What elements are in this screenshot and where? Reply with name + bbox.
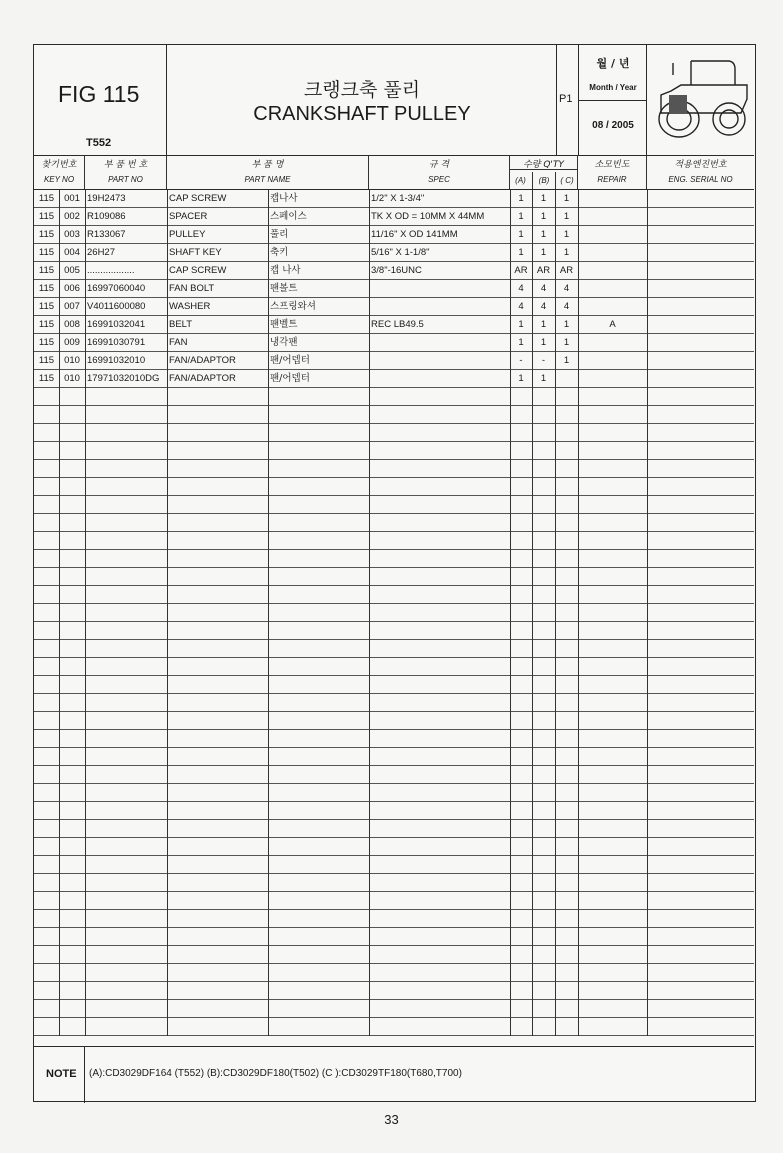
cell-spec: REC LB49.5 (371, 319, 424, 330)
cell-b: 1 (540, 211, 547, 222)
parts-sheet (33, 44, 756, 1102)
cell-key: 001 (64, 193, 80, 204)
cell-spec: 3/8"-16UNC (371, 265, 422, 276)
col-qty-label: 수량 Q'TY (510, 155, 577, 170)
cell-a: 1 (518, 373, 524, 384)
cell-repair (578, 190, 647, 208)
cell-part-no: 16997060040 (87, 283, 146, 294)
cell-a: 1 (518, 211, 524, 222)
empty-row (34, 694, 754, 712)
cell-spec: 1/2" X 1-3/4" (371, 193, 425, 204)
col-qty (510, 155, 578, 189)
col-serial-en: ENG. SERIAL NO (668, 175, 733, 184)
empty-row (34, 442, 754, 460)
empty-row (34, 604, 754, 622)
cell-fig: 115 (38, 193, 55, 204)
cell-a: AR (514, 265, 528, 276)
note-section (34, 1046, 754, 1103)
cell-repair (578, 262, 647, 280)
cell-name-en: FAN/ADAPTOR (169, 373, 236, 384)
cell-c: 4 (563, 283, 570, 294)
empty-row (34, 640, 754, 658)
date-label-korean: 월 / 년 (596, 57, 630, 70)
col-key-ko: 찾기번호 (41, 160, 77, 170)
col-repair-ko: 소모빈도 (594, 160, 630, 170)
grid-line (85, 190, 86, 1036)
table-row (34, 226, 754, 244)
cell-name-en: FAN (169, 337, 188, 348)
note-text: (A):CD3029DF164 (T552) (B):CD3029DF180(T502) (C ):CD3029TF180(T680,T700) (89, 1068, 462, 1079)
grid-line (510, 190, 511, 1036)
cell-part-no: V4011600080 (87, 301, 146, 312)
cell-name-en: WASHER (169, 301, 211, 312)
empty-row (34, 946, 754, 964)
cell-b: - (541, 355, 546, 366)
cell-name-ko: 팬벨트 (270, 319, 298, 330)
cell-c: 4 (563, 301, 570, 312)
empty-row (34, 406, 754, 424)
model-label: T552 (86, 137, 112, 149)
grid-line (59, 190, 60, 1036)
cell-repair (578, 208, 647, 226)
cell-name-ko: 축키 (270, 247, 289, 258)
col-key-en: KEY NO (43, 175, 75, 184)
grid-line (268, 190, 269, 1036)
table-row (34, 280, 754, 298)
cell-repair (578, 334, 647, 352)
grid-line (167, 190, 168, 1036)
cell-b: 1 (540, 193, 547, 204)
cell-b: 1 (540, 247, 547, 258)
empty-row (34, 874, 754, 892)
cell-spec (369, 370, 510, 388)
empty-row (34, 784, 754, 802)
cell-key: 003 (64, 229, 80, 240)
cell-repair (578, 352, 647, 370)
col-part-name-ko: 부 품 명 (251, 160, 284, 170)
empty-row (34, 1000, 754, 1018)
empty-row (34, 802, 754, 820)
cell-part-no: 16991032041 (87, 319, 146, 330)
col-part-no-en: PART NO (108, 175, 143, 184)
cell-c: 1 (563, 229, 570, 240)
column-headers (34, 155, 754, 190)
empty-row (34, 982, 754, 1000)
cell-c (555, 370, 578, 388)
cell-repair (578, 370, 647, 388)
cell-name-ko: 냉각팬 (270, 337, 298, 348)
cell-fig: 115 (38, 211, 55, 222)
cell-name-en: CAP SCREW (169, 193, 227, 204)
cell-b: AR (536, 265, 551, 276)
cell-repair: A (609, 319, 616, 330)
cell-part-no: 16991032010 (87, 355, 146, 366)
cell-b: 4 (540, 301, 547, 312)
cell-b: 4 (540, 283, 547, 294)
cell-key: 007 (64, 301, 80, 312)
cell-spec: 5/16" X 1-1/8" (371, 247, 430, 258)
col-qty-b: (B) (532, 172, 555, 189)
col-spec (369, 155, 510, 189)
empty-row (34, 748, 754, 766)
empty-row (34, 820, 754, 838)
cell-name-en: SPACER (169, 211, 208, 222)
sheet-header (34, 45, 754, 156)
empty-row (34, 658, 754, 676)
cell-name-ko: 풀리 (270, 229, 289, 240)
cell-a: 4 (518, 301, 524, 312)
table-row (34, 208, 754, 226)
cell-name-ko: 팬볼트 (270, 283, 298, 294)
col-repair (578, 155, 647, 189)
cell-c: 1 (563, 337, 570, 348)
col-serial (647, 155, 754, 189)
cell-b: 1 (540, 337, 547, 348)
cell-a: 1 (518, 337, 524, 348)
grid-line (532, 190, 533, 1036)
cell-name-ko: 캡 나사 (270, 265, 301, 276)
cell-c: AR (559, 265, 574, 276)
date-box (579, 45, 647, 155)
page-code-box (557, 45, 579, 155)
cell-fig: 115 (38, 355, 55, 366)
empty-row (34, 532, 754, 550)
col-key (34, 155, 85, 189)
tractor-icon (651, 55, 751, 145)
cell-name-ko: 캡나사 (270, 193, 298, 204)
cell-name-en: SHAFT KEY (169, 247, 222, 258)
cell-key: 010 (64, 355, 80, 366)
cell-name-en: BELT (169, 319, 193, 330)
empty-row (34, 928, 754, 946)
cell-fig: 115 (38, 337, 55, 348)
cell-c: 1 (563, 193, 570, 204)
grid-line (578, 190, 579, 1036)
empty-row (34, 712, 754, 730)
col-serial-ko: 적용엔진번호 (674, 160, 727, 170)
cell-a: - (519, 355, 523, 366)
cell-spec: TK X OD = 10MM X 44MM (371, 211, 485, 222)
title-box (167, 45, 557, 155)
title-english: CRANKSHAFT PULLEY (253, 103, 471, 125)
cell-fig: 115 (38, 247, 55, 258)
cell-key: 008 (64, 319, 80, 330)
grid-line (369, 190, 370, 1036)
cell-c: 1 (563, 247, 570, 258)
cell-c: 1 (563, 355, 570, 366)
date-label-english: Month / Year (589, 83, 637, 92)
empty-row (34, 388, 754, 406)
cell-fig: 115 (38, 283, 55, 294)
cell-a: 4 (518, 283, 524, 294)
empty-row (34, 514, 754, 532)
col-part-no-ko: 부 품 번 호 (103, 160, 148, 170)
cell-b: 1 (540, 229, 547, 240)
empty-row (34, 460, 754, 478)
grid-line (555, 190, 556, 1036)
cell-part-no: 26H27 (87, 247, 115, 258)
cell-name-en: CAP SCREW (169, 265, 227, 276)
cell-repair (578, 226, 647, 244)
cell-spec: 11/16" X OD 141MM (371, 229, 458, 240)
empty-row (34, 586, 754, 604)
cell-part-no: 16991030791 (87, 337, 146, 348)
empty-row (34, 622, 754, 640)
tractor-illustration-box (647, 45, 755, 155)
col-part-name (167, 155, 369, 189)
cell-key: 004 (64, 247, 80, 258)
table-row (34, 352, 754, 370)
table-row (34, 370, 754, 388)
col-part-no (85, 155, 167, 189)
cell-name-ko: 팬/어뎁터 (270, 355, 310, 366)
cell-key: 010 (64, 373, 80, 384)
cell-repair (578, 280, 647, 298)
note-label: NOTE (46, 1068, 77, 1080)
empty-row (34, 676, 754, 694)
empty-row (34, 964, 754, 982)
figure-number: FIG 115 (58, 81, 140, 107)
cell-part-no: .................. (87, 265, 135, 276)
cell-name-ko: 스프링와셔 (270, 301, 316, 312)
cell-fig: 115 (38, 319, 55, 330)
empty-row (34, 892, 754, 910)
date-value: 08 / 2005 (592, 120, 634, 131)
empty-row (34, 838, 754, 856)
empty-row (34, 496, 754, 514)
empty-row (34, 424, 754, 442)
cell-part-no: 19H2473 (87, 193, 126, 204)
cell-name-en: FAN/ADAPTOR (169, 355, 236, 366)
empty-row (34, 730, 754, 748)
page-number: 33 (384, 1112, 399, 1127)
cell-c: 1 (563, 211, 570, 222)
cell-b: 1 (540, 373, 547, 384)
cell-fig: 115 (38, 373, 55, 384)
col-qty-a: (A) (515, 176, 526, 185)
note-divider (84, 1047, 85, 1103)
cell-fig: 115 (38, 229, 55, 240)
col-qty-c: ( C) (555, 172, 578, 189)
cell-repair (578, 298, 647, 316)
empty-row (34, 550, 754, 568)
table-row (34, 298, 754, 316)
table-row (34, 262, 754, 280)
table-row (34, 334, 754, 352)
figure-box (34, 45, 167, 155)
empty-row (34, 568, 754, 586)
cell-fig: 115 (38, 301, 55, 312)
cell-name-ko: 팬/어뎁터 (270, 373, 310, 384)
cell-spec (369, 280, 510, 298)
empty-row (34, 766, 754, 784)
cell-spec (369, 298, 510, 316)
col-spec-ko: 규 격 (428, 160, 450, 170)
cell-name-en: PULLEY (169, 229, 206, 240)
cell-spec (369, 334, 510, 352)
date-label-box (579, 45, 647, 101)
cell-name-en: FAN BOLT (169, 283, 215, 294)
cell-c: 1 (563, 319, 570, 330)
cell-fig: 115 (38, 265, 55, 276)
cell-part-no: R133067 (87, 229, 126, 240)
empty-row (34, 478, 754, 496)
cell-key: 006 (64, 283, 80, 294)
cell-a: 1 (518, 229, 524, 240)
col-spec-en: SPEC (428, 175, 450, 184)
cell-repair (578, 244, 647, 262)
title-korean: 크랭크축 풀리 (303, 79, 421, 101)
cell-a: 1 (518, 319, 524, 330)
col-part-name-en: PART NAME (244, 175, 291, 184)
cell-a: 1 (518, 247, 524, 258)
cell-part-no: 17971032010DG (87, 373, 160, 384)
empty-row (34, 856, 754, 874)
cell-b: 1 (540, 319, 547, 330)
cell-part-no: R109086 (87, 211, 126, 222)
page-code: P1 (559, 93, 573, 105)
table-row (34, 316, 754, 334)
table-row (34, 244, 754, 262)
table-row (34, 190, 754, 208)
cell-a: 1 (518, 193, 524, 204)
cell-key: 009 (64, 337, 80, 348)
col-repair-en: REPAIR (597, 175, 627, 184)
grid-line (647, 190, 648, 1036)
cell-spec (369, 352, 510, 370)
empty-row (34, 1018, 754, 1036)
cell-key: 002 (64, 211, 80, 222)
cell-key: 005 (64, 265, 80, 276)
empty-row (34, 910, 754, 928)
cell-name-ko: 스페이스 (270, 211, 307, 222)
